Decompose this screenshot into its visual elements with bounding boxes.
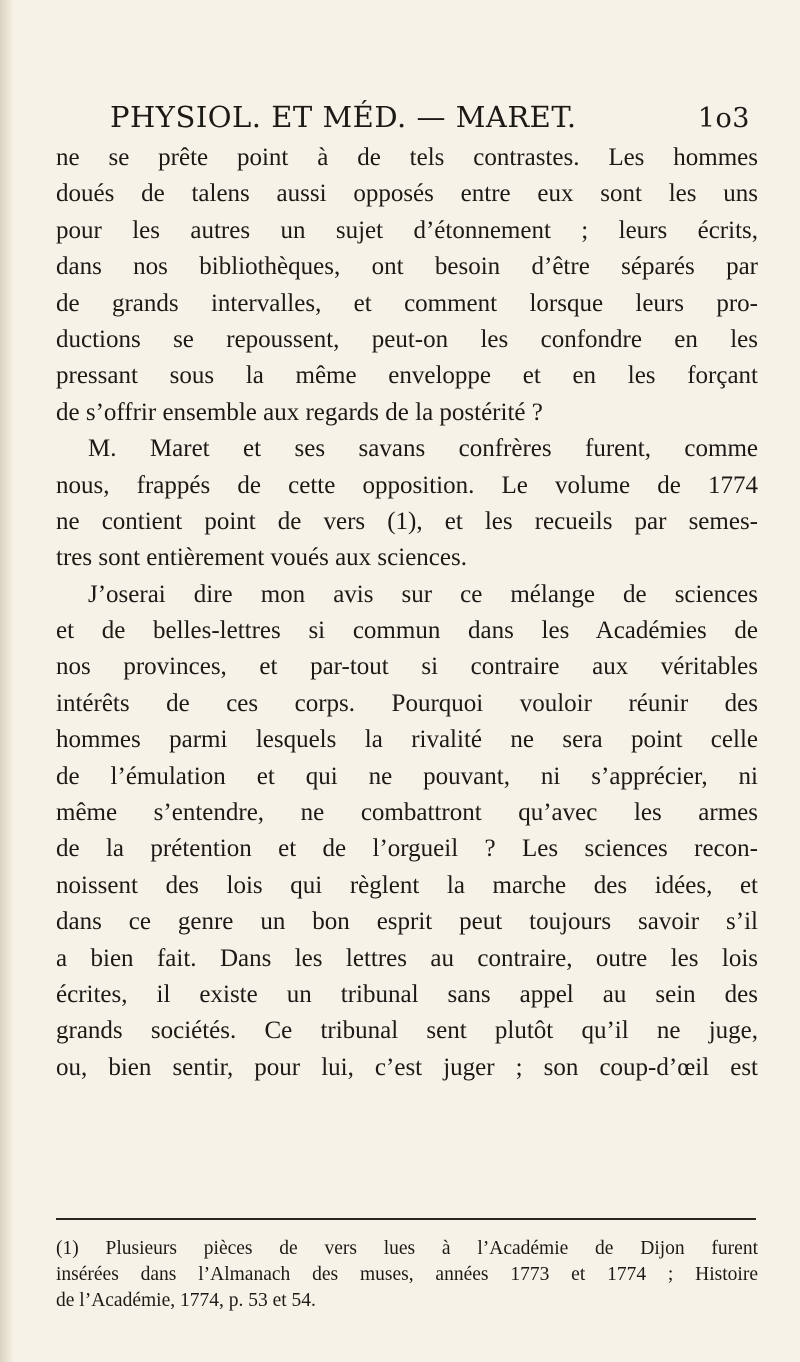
text-line: ne contient point de vers (1), et les recueils par semes- [56,507,758,535]
page-number: 1o3 [697,103,750,134]
paragraph-start-line: M. Maret et ses savans confrères furent, comme [88,435,758,463]
text-line: noissent des lois qui règlent la marche des idées, et [56,871,758,899]
text-line: tres sont entièrement voués aux sciences. [56,544,467,572]
text-line: a bien fait. Dans les lettres au contraire, outre les lois [56,944,758,972]
text-line: de grands intervalles, et comment lorsque leurs pro- [56,289,758,317]
text-line: doués de talens aussi opposés entre eux sont les uns [56,180,758,208]
text-line: de l’émulation et qui ne pouvant, ni s’apprécier, ni [56,762,758,790]
footnote [56,1236,758,1314]
text-line: de s’offrir ensemble aux regards de la postérité ? [56,398,543,426]
text-line: grands sociétés. Ce tribunal sent plutôt qu’il ne juge, [56,1017,758,1045]
text-line: et de belles-lettres si commun dans les Académies de [56,617,758,645]
footnote-line: insérées dans l’Almanach des muses, années 1773 et 1774 ; Histoire [56,1264,758,1285]
text-line: hommes parmi lesquels la rivalité ne sera point celle [56,726,758,754]
text-line: dans nos bibliothèques, ont besoin d’être séparés par [56,253,758,281]
text-line: pressant sous la même enveloppe et en les forçant [56,362,758,390]
text-line: ou, bien sentir, pour lui, c’est juger ; son coup-d’œil est [56,1053,758,1081]
footnote-line: de l’Académie, 1774, p. 53 et 54. [56,1290,316,1311]
footnote-line: (1) Plusieurs pièces de vers lues à l’Académie de Dijon furent [56,1238,758,1259]
running-head-title: PHYSIOL. ET MÉD. — MARET. [110,100,577,134]
page-gutter-shadow [0,0,14,1362]
text-line: nous, frappés de cette opposition. Le volume de 1774 [56,471,758,499]
text-line: dans ce genre un bon esprit peut toujours savoir s’il [56,908,758,936]
text-line: nos provinces, et par-tout si contraire aux véritables [56,653,758,681]
text-line: ne se prête point à de tels contrastes. Les hommes [56,144,758,171]
text-line: ductions se repoussent, peut-on les confondre en les [56,325,758,353]
text-line: pour les autres un sujet d’étonnement ; leurs écrits, [56,216,758,244]
body-text [56,140,758,1086]
text-line: même s’entendre, ne combattront qu’avec les armes [56,799,758,827]
running-head [110,100,750,140]
footnote-separator-rule [56,1218,756,1220]
paragraph-start-line: J’oserai dire mon avis sur ce mélange de sciences [88,580,758,608]
text-line: de la prétention et de l’orgueil ? Les sciences recon- [56,835,758,863]
text-line: intérêts de ces corps. Pourquoi vouloir réunir des [56,689,758,717]
text-line: écrites, il existe un tribunal sans appel au sein des [56,980,758,1008]
